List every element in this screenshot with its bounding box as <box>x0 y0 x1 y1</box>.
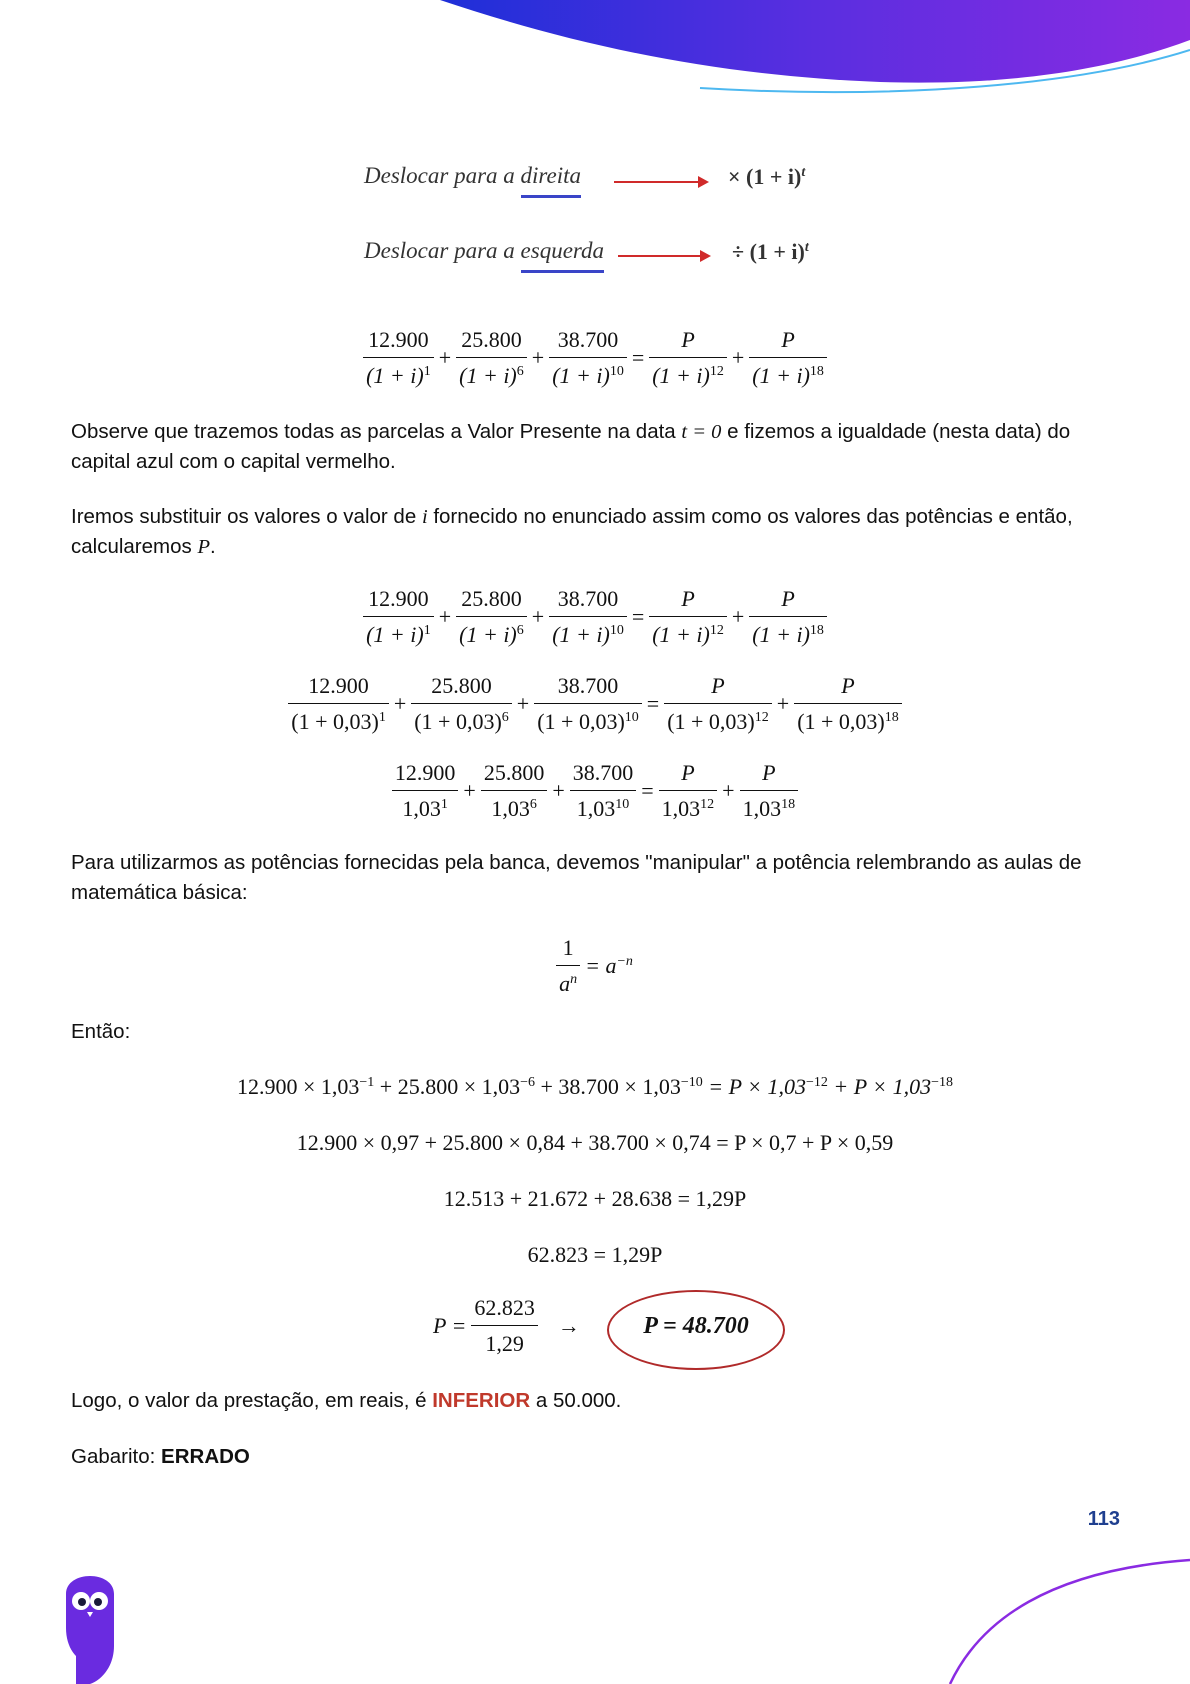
eq1-den-4: $(1 + i)^{12}$ <box>652 363 724 388</box>
calc-line-1: $12.900 \times 1,03^{-1} + 25.800 \times 1,03^{-6} + 38.700 \times 1,03^{-10} = P \times 1,03^{-12} + P \times 1,03^{-18}$ <box>236 1074 954 1099</box>
owl-logo-icon <box>62 1576 118 1684</box>
shift-right-arrow <box>614 181 700 183</box>
eq1-num-5: P <box>749 325 827 358</box>
paragraph-manipular: Para utilizarmos as potências fornecidas pela banca, devemos "manipular" a potência relembrando as aulas de matemática básica: <box>71 851 1082 904</box>
conclusion-highlight: INFERIOR <box>432 1389 531 1412</box>
para2-math-p: P <box>197 536 210 558</box>
eq2-term-2: $\frac{25.800}{(1 + i)^6}$ <box>456 584 527 650</box>
final-equation <box>430 1293 583 1359</box>
eq2-term-5: $\frac{P}{(1 + i)^{18}}$ <box>749 584 827 650</box>
eq4-term-5: $\frac{P}{1,03^{18}}$ <box>740 758 799 824</box>
para1-math: t = 0 <box>681 421 722 443</box>
shift-left-arrowhead <box>700 250 711 262</box>
shift-right-label <box>364 163 581 198</box>
paragraph-entao: Então: <box>71 1020 131 1043</box>
equation-2: $\frac{12.900}{(1 + i)^1}$ + $\frac{25.800}{(1 + i)^6}$ + $\frac{38.700}{(1 + i)^{10}}$ = $\frac{P}{(1 + i)^{12}}$ + $\frac{P}{(1 + i)^{18}}$ <box>0 584 1190 650</box>
eq1-term-3 <box>549 325 627 391</box>
eq1-term-5 <box>749 325 827 391</box>
equation-4: $\frac{12.900}{1,03^1}$ + $\frac{25.800}{1,03^6}$ + $\frac{38.700}{1,03^{10}}$ = $\frac{P}{1,03^{12}}$ + $\frac{P}{1,03^{18}}$ <box>0 758 1190 824</box>
identity-fraction: $\frac{1}{a^n}$ <box>556 933 580 999</box>
eq1-num-3: 38.700 <box>549 325 627 358</box>
shift-left-text: Deslocar para a <box>364 238 521 263</box>
eq1-term-2 <box>456 325 527 391</box>
equation-3: $\frac{12.900}{(1 + 0,03)^1}$ + $\frac{25.800}{(1 + 0,03)^6}$ + $\frac{38.700}{(1 + 0,03)^{10}}$ = $\frac{P}{(1 + 0,03)^{12}}$ + $\frac{P}{(1 + 0,03)^{18}}$ <box>0 671 1190 737</box>
shift-right-keyword: direita <box>521 163 581 198</box>
eq2-term-3: $\frac{38.700}{(1 + i)^{10}}$ <box>549 584 627 650</box>
equation-1: $\frac{12.900}{(1 + i)^1}$ + $\frac{25.800}{(1 + i)^6}$ + $\frac{38.700}{(1 + i)^{10}}$ = $\frac{P}{(1 + i)^{12}}$ + $\frac{P}{(1 + i)^{18}}$ <box>0 325 1190 391</box>
eq3-term-2: $\frac{25.800}{(1 + 0,03)^6}$ <box>411 671 512 737</box>
eq4-term-4: $\frac{P}{1,03^{12}}$ <box>659 758 718 824</box>
final-fraction: $\frac{62.823}{1,29}$ <box>471 1293 538 1359</box>
eq2-term-4: $\frac{P}{(1 + i)^{12}}$ <box>649 584 727 650</box>
shift-right-arrowhead <box>698 176 709 188</box>
eq3-term-3: $\frac{38.700}{(1 + 0,03)^{10}}$ <box>534 671 642 737</box>
para2-text-c: . <box>210 535 216 558</box>
eq4-term-2: $\frac{25.800}{1,03^6}$ <box>481 758 548 824</box>
header-swoosh <box>0 0 1190 110</box>
calc-line-3: 12.513 + 21.672 + 28.638 = 1,29P <box>443 1186 747 1211</box>
eq1-den-3: $(1 + i)^{10}$ <box>552 363 624 388</box>
eq3-term-4: $\frac{P}{(1 + 0,03)^{12}}$ <box>664 671 772 737</box>
eq1-den-1: $(1 + i)^1$ <box>366 363 431 388</box>
answer-key: Gabarito: ERRADO <box>71 1445 250 1468</box>
page-number: 113 <box>1087 1508 1120 1530</box>
eq4-term-1: $\frac{12.900}{1,03^1}$ <box>392 758 459 824</box>
eq1-term-4 <box>649 325 727 391</box>
shift-right-op-text: × (1 + i) <box>728 164 802 189</box>
footer-swoosh <box>940 1550 1190 1684</box>
paragraph-substituir <box>71 502 1121 562</box>
shift-right-text: Deslocar para a <box>364 163 521 188</box>
final-lhs: P = <box>433 1313 467 1338</box>
para2-math-i: i <box>421 506 428 528</box>
shift-right-operation <box>728 164 805 190</box>
paragraph-valor-presente <box>71 417 1121 477</box>
eq1-num-2: 25.800 <box>456 325 527 358</box>
answer-value: ERRADO <box>161 1445 250 1468</box>
calc-line-4: 62.823 = 1,29P <box>527 1242 663 1267</box>
shift-left-arrow <box>618 255 702 257</box>
calc-line-2: 12.900 × 0,97 + 25.800 × 0,84 + 38.700 × 0,74 = P × 0,7 + P × 0,59 <box>296 1130 894 1155</box>
eq1-den-2: $(1 + i)^6$ <box>459 363 524 388</box>
para2-text-b: fornecido no enunciado assim como os valores das potências e então, calcularemos <box>71 505 1073 558</box>
shift-left-op-text: ÷ (1 + i) <box>732 239 805 264</box>
para2-text-a: Iremos substituir os valores o valor de <box>71 505 422 528</box>
shift-left-operation <box>732 239 809 265</box>
eq2-term-1: $\frac{12.900}{(1 + i)^1}$ <box>363 584 434 650</box>
shift-left-op-exp: t <box>804 240 809 255</box>
identity-equation: $\frac{1}{a^n}$ = $a^{-n}$ <box>0 933 1190 999</box>
eq1-num-4: P <box>649 325 727 358</box>
eq1-num-1: 12.900 <box>363 325 434 358</box>
para1-text-a: Observe que trazemos todas as parcelas a Valor Presente na data <box>71 420 682 443</box>
eq1-den-5: $(1 + i)^{18}$ <box>752 363 824 388</box>
final-result: P = 48.700 <box>643 1313 749 1339</box>
final-arrow: → <box>557 1313 580 1338</box>
shift-right-op-exp: t <box>801 165 806 180</box>
shift-left-keyword: esquerda <box>521 238 604 273</box>
para1-text-b: e fizemos a igualdade (nesta data) do capital azul com o capital vermelho. <box>71 420 1071 473</box>
eq1-term-1 <box>363 325 434 391</box>
eq3-term-5: $\frac{P}{(1 + 0,03)^{18}}$ <box>794 671 902 737</box>
eq3-term-1: $\frac{12.900}{(1 + 0,03)^1}$ <box>288 671 389 737</box>
eq4-term-3: $\frac{38.700}{1,03^{10}}$ <box>570 758 637 824</box>
shift-left-label <box>364 238 604 273</box>
conclusion: Logo, o valor da prestação, em reais, é INFERIOR a 50.000. <box>71 1389 622 1412</box>
